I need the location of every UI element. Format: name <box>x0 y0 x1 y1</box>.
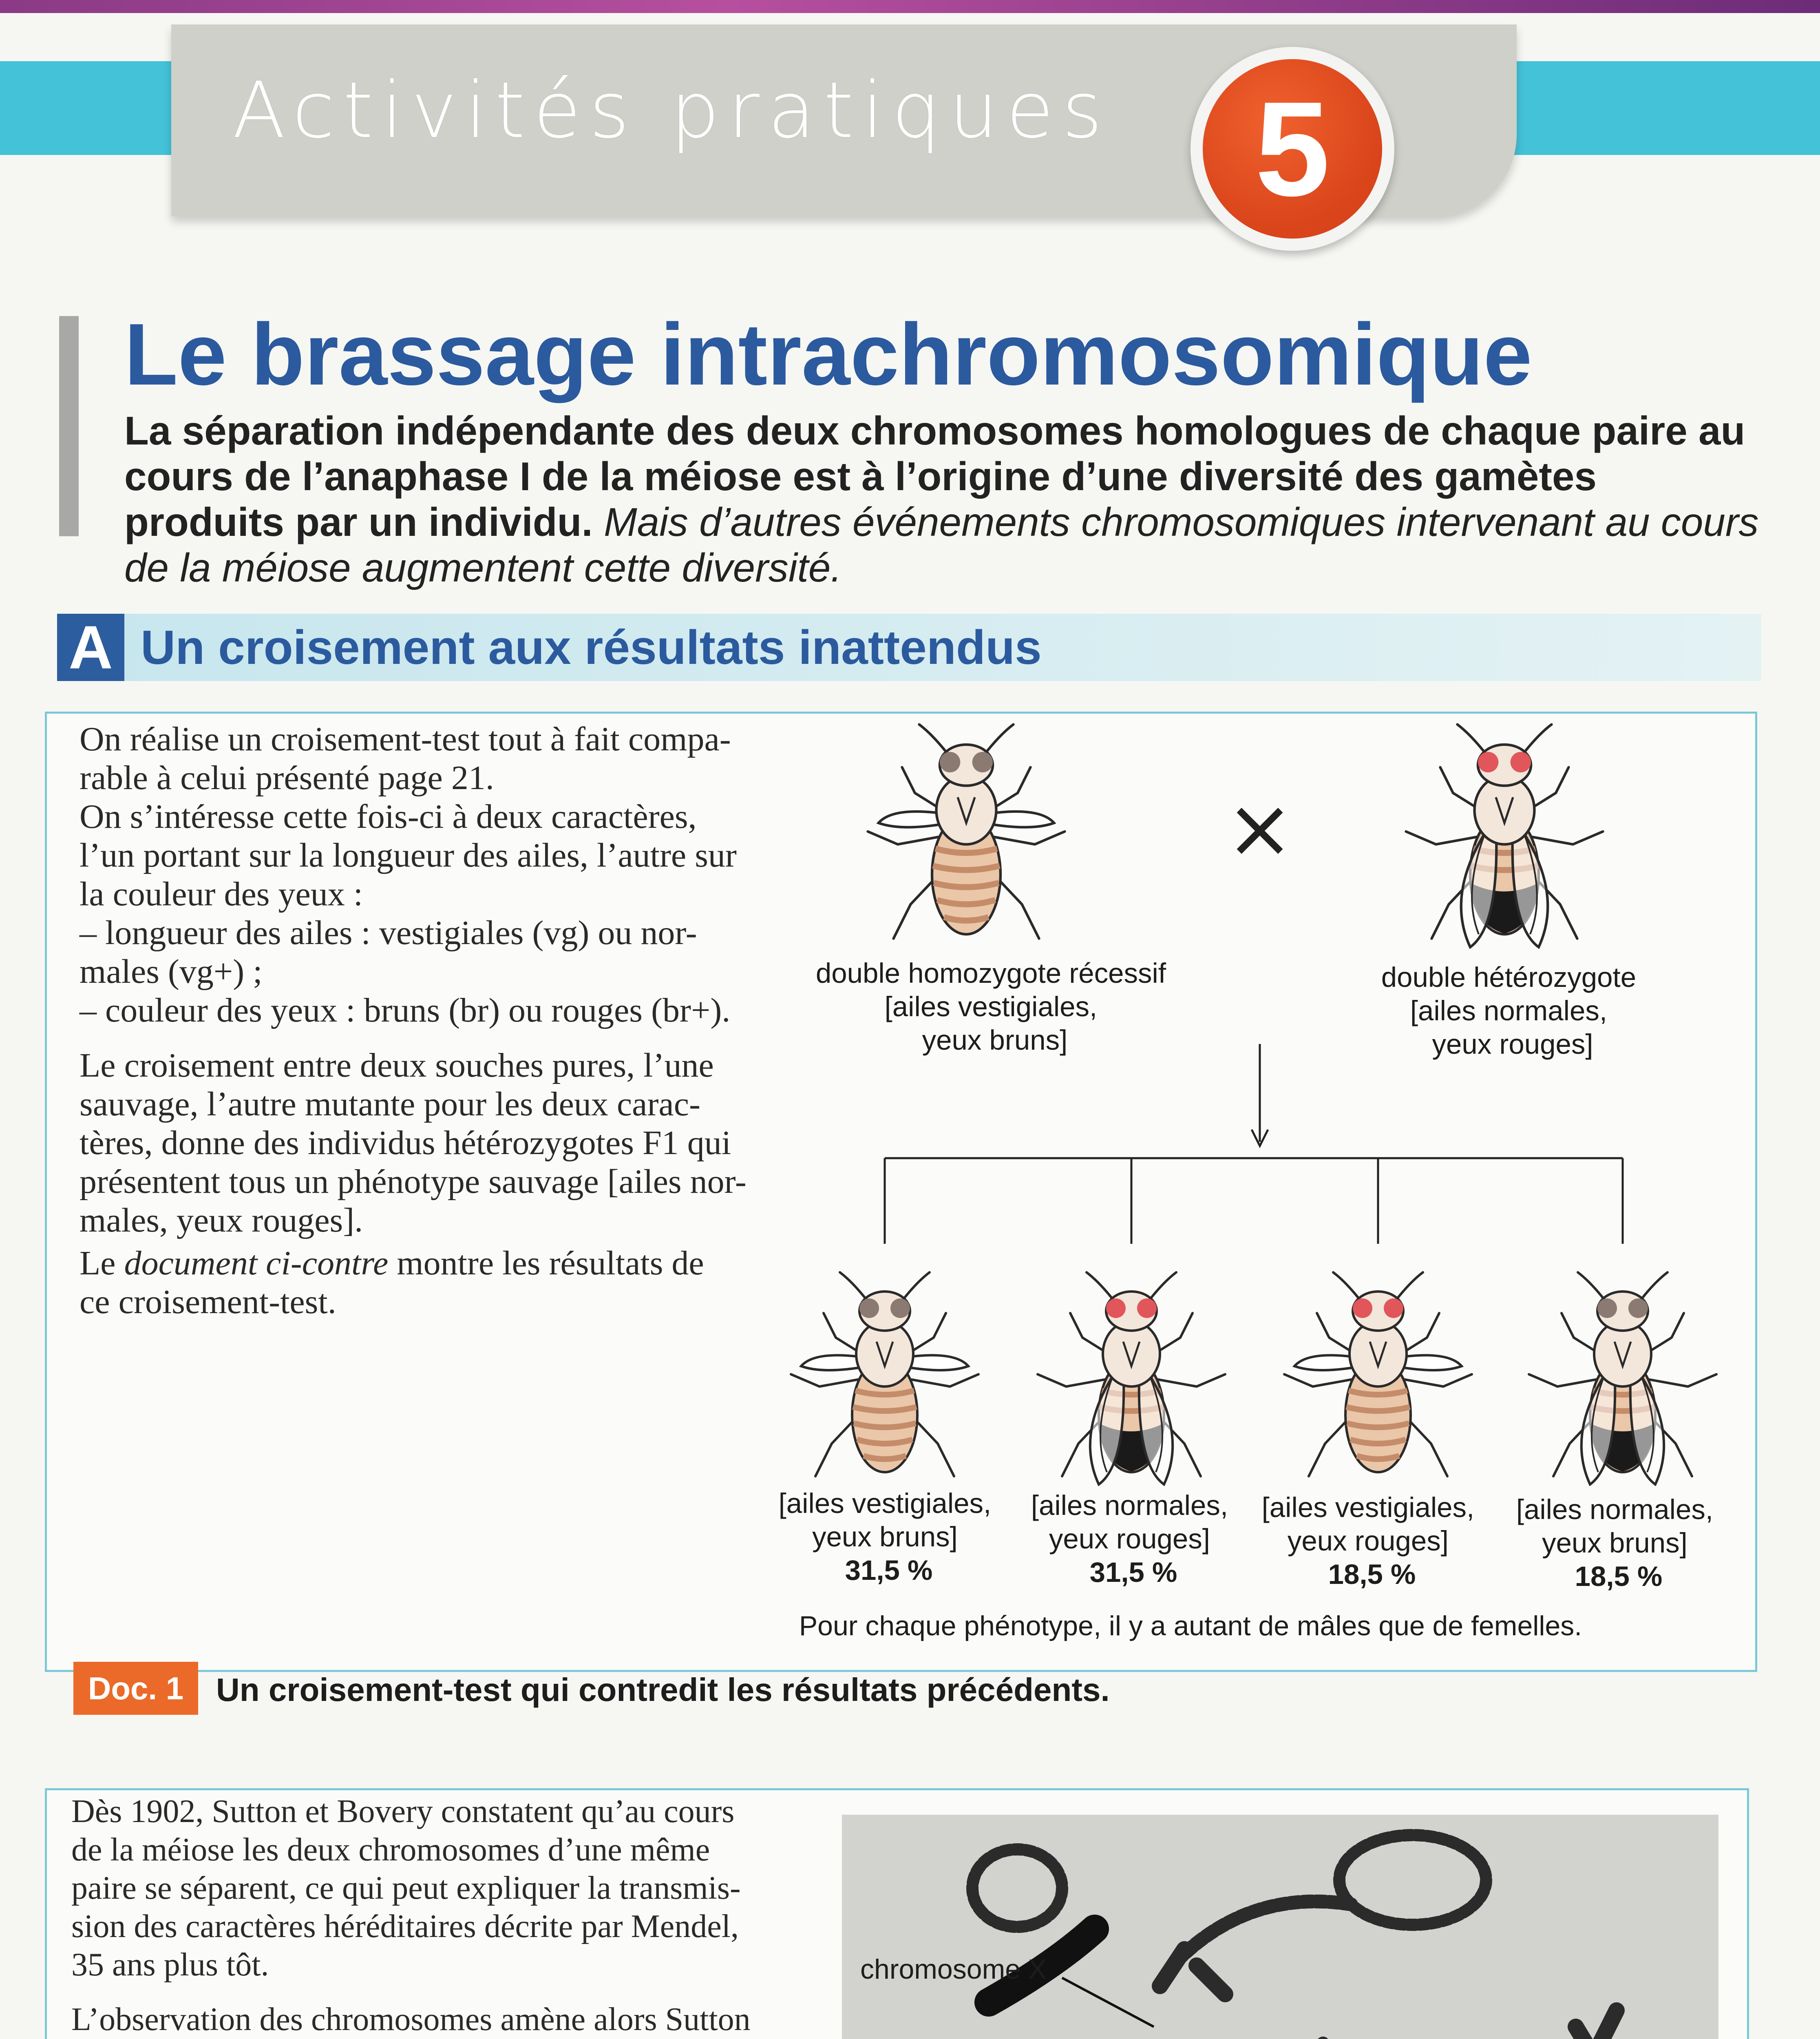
parent1-caption-line: double homozygote récessif <box>815 958 1166 989</box>
caption-line: yeux rouges] <box>1287 1525 1449 1557</box>
caption-line: yeux bruns] <box>1542 1527 1687 1559</box>
offspring-2-caption <box>1031 1490 1236 1588</box>
text-line: présentent tous un phénotype sauvage [ailes nor- <box>80 1163 747 1201</box>
text-line: ce croisement-test. <box>80 1283 336 1321</box>
text-run: Le <box>80 1244 116 1282</box>
label-leader-line <box>1060 1974 1158 2031</box>
offspring-percentage: 31,5 % <box>845 1555 933 1586</box>
offspring-3-caption <box>1262 1492 1482 1590</box>
parent1-fly-icon <box>868 725 1065 939</box>
parent2-fly-icon <box>1406 725 1603 947</box>
text-line: rable à celui présenté page 21. <box>80 759 494 797</box>
chapter-number: 5 <box>1203 59 1382 239</box>
caption-line: [ailes normales, <box>1031 1490 1228 1521</box>
offspring-percentage: 18,5 % <box>1575 1561 1663 1592</box>
text-line: tères, donne des individus hétérozygotes F1 qui <box>80 1124 731 1162</box>
offspring-1-fly-icon <box>791 1272 978 1476</box>
text-line: l’un portant sur la longueur des ailes, l’autre sur <box>80 836 737 874</box>
parent2-caption-line: yeux rouges] <box>1432 1028 1593 1060</box>
parent1-caption-line: [ailes vestigiales, <box>884 991 1098 1022</box>
title-accent-bar <box>59 316 79 536</box>
text-line: Le croisement entre deux souches pures, l’une <box>80 1046 714 1084</box>
text-line: males, yeux rouges]. <box>80 1201 363 1239</box>
intro-bold: La séparation indépendante des deux chromosomes homologues de chaque paire au cours de l’anaphase I de la méiose est à l’origine d’une diversité des gamètes produits par un individu. <box>124 408 1745 544</box>
text-line: On s’intéresse cette fois-ci à deux caractères, <box>80 798 697 836</box>
header-title: Activités pratiques <box>232 65 1111 155</box>
offspring-2-fly-icon <box>1038 1272 1225 1484</box>
doc2-paragraph-2 <box>71 2000 789 2039</box>
text-line: de la méiose les deux chromosomes d’une même <box>71 1832 710 1868</box>
cross-diagram <box>766 718 1745 1664</box>
text-line: On réalise un croisement-test tout à fait compa- <box>80 720 731 758</box>
top-color-strip <box>0 0 1820 13</box>
doc1-title: Un croisement-test qui contredit les résultats précédents. <box>216 1672 1110 1708</box>
offspring-1-caption <box>779 1488 999 1586</box>
caption-line: yeux rouges] <box>1049 1523 1210 1555</box>
caption-line: [ailes vestigiales, <box>1261 1492 1475 1523</box>
offspring-percentage: 31,5 % <box>1089 1557 1177 1588</box>
caption-line: [ailes vestigiales, <box>778 1488 992 1519</box>
intro-italic: Mais d’autres événements chromosomiques intervenant au cours de la méiose augmentent cette diversité. <box>124 500 1759 590</box>
offspring-4-caption <box>1516 1494 1721 1592</box>
doc2-text <box>71 1792 789 2039</box>
section-a-title: Un croisement aux résultats inattendus <box>141 621 1042 675</box>
offspring-percentage: 18,5 % <box>1328 1559 1416 1590</box>
parent2-caption-line: [ailes normales, <box>1410 995 1608 1026</box>
text-line: 35 ans plus tôt. <box>71 1947 269 1983</box>
page-title: Le brassage intrachromosomique <box>124 305 1532 403</box>
text-run-italic: document ci-contre <box>124 1244 389 1282</box>
text-line: L’observation des chromosomes amène alors Sutton <box>71 2001 751 2037</box>
doc1-paragraph-1 <box>80 720 748 1030</box>
chromosome-micrograph <box>842 1815 1718 2039</box>
doc1-paragraph-2 <box>80 1046 748 1240</box>
text-run: montre les résultats de <box>397 1244 704 1282</box>
offspring-3-fly-icon <box>1284 1272 1472 1476</box>
offspring-4-fly-icon <box>1529 1272 1716 1484</box>
parent2-caption-line: double hétérozygote <box>1381 962 1637 993</box>
text-line: males (vg+) ; <box>80 953 263 991</box>
cross-connector <box>885 1044 1623 1244</box>
cross-symbol: × <box>1226 781 1294 876</box>
micrograph-image <box>842 1815 1718 2039</box>
text-line: – couleur des yeux : bruns (br) ou rouges (br+). <box>80 991 731 1029</box>
doc2-paragraph-1 <box>71 1792 789 1984</box>
doc1-text <box>80 720 748 1338</box>
text-line: Dès 1902, Sutton et Bovery constatent qu’au cours <box>71 1794 735 1829</box>
parent1-caption-line: yeux bruns] <box>922 1024 1068 1056</box>
chromosome-x-label: chromosome X <box>860 1954 1047 1985</box>
intro-paragraph <box>124 408 1763 590</box>
section-a-letter: A <box>57 614 124 681</box>
doc1-label: Doc. 1 <box>73 1662 198 1715</box>
doc1-paragraph-3 <box>80 1244 748 1321</box>
text-line: la couleur des yeux : <box>80 875 363 913</box>
text-line: paire se séparent, ce qui peut expliquer la transmis- <box>71 1870 741 1906</box>
svg-text:double homozygote récessif <box>816 958 1174 1056</box>
phenotype-footnote: Pour chaque phénotype, il y a autant de mâles que de femelles. <box>799 1610 1582 1641</box>
text-line: sion des caractères héréditaires décrite par Mendel, <box>71 1909 739 1944</box>
text-line: – longueur des ailes : vestigiales (vg) ou nor- <box>80 914 697 952</box>
text-line: sauvage, l’autre mutante pour les deux carac- <box>80 1085 700 1123</box>
svg-text:double hétérozygote [ailes <box>1381 962 1644 1060</box>
caption-line: [ailes normales, <box>1516 1494 1714 1525</box>
caption-line: yeux bruns] <box>812 1521 958 1552</box>
